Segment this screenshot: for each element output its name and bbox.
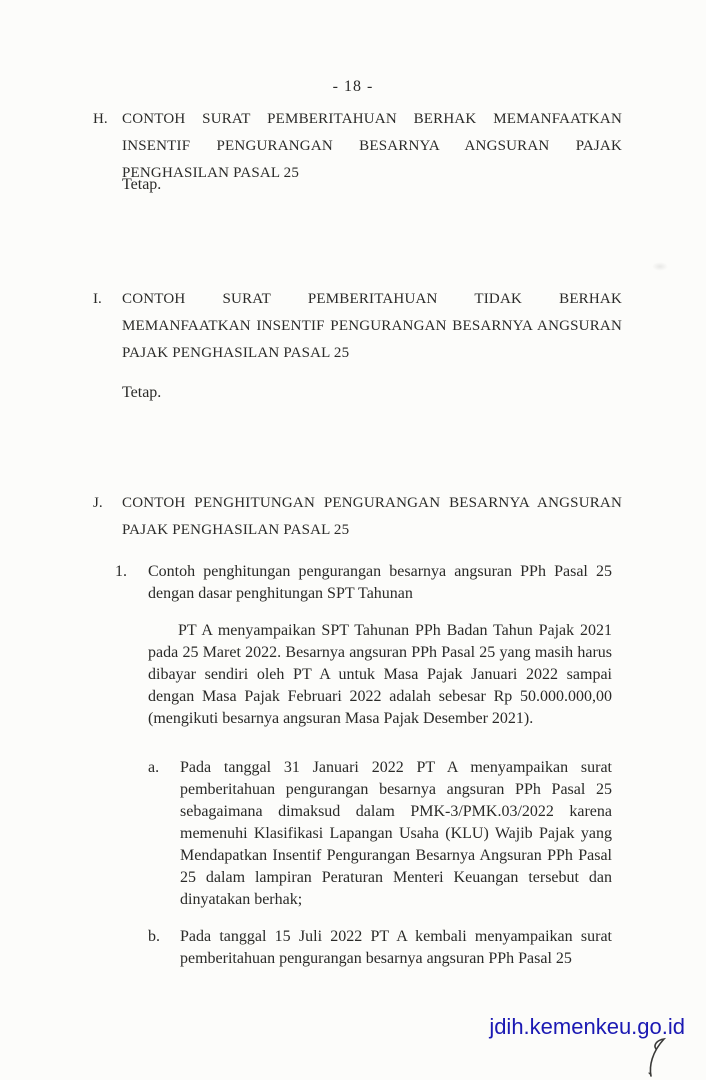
section-j-letter: J. — [93, 495, 103, 511]
section-i-title: CONTOH SURAT PEMBERITAHUAN TIDAK BERHAK MEMANFAATKAN INSENTIF PENGURANGAN BESARNYA ANGSURAN PAJAK PENGHASILAN PASAL 25 — [122, 291, 622, 361]
page-number: - 18 - — [332, 78, 374, 95]
section-i-letter: I. — [93, 291, 102, 307]
section-j-title: CONTOH PENGHITUNGAN PENGURANGAN BESARNYA ANGSURAN PAJAK PENGHASILAN PASAL 25 — [122, 495, 622, 538]
section-i — [93, 286, 622, 367]
section-j — [93, 490, 622, 544]
scan-smudge — [652, 262, 668, 271]
section-h-title: CONTOH SURAT PEMBERITAHUAN BERHAK MEMANFAATKAN INSENTIF PENGURANGAN BESARNYA ANGSURAN PAJAK PENGHASILAN PASAL 25 — [122, 111, 622, 181]
footer-link[interactable]: jdih.kemenkeu.go.id — [489, 1014, 685, 1039]
sub-item-a — [148, 757, 612, 911]
item-1-number: 1. — [115, 563, 127, 580]
sub-item-b-text: Pada tanggal 15 Juli 2022 PT A kembali menyampaikan surat pemberitahuan pengurangan besarnya angsuran PPh Pasal 25 — [180, 928, 612, 967]
sub-item-b — [148, 926, 612, 970]
item-1-text: Contoh penghitungan pengurangan besarnya angsuran PPh Pasal 25 dengan dasar penghitungan SPT Tahunan — [148, 563, 612, 602]
section-i-body: Tetap. — [122, 384, 162, 401]
item-1 — [115, 561, 612, 605]
section-h — [93, 106, 622, 187]
section-h-body: Tetap. — [122, 176, 162, 193]
item-1-paragraph: PT A menyampaikan SPT Tahunan PPh Badan Tahun Pajak 2021 pada 25 Maret 2022. Besarnya angsuran PPh Pasal 25 yang masih harus dibayar sendiri oleh PT A untuk Masa Pajak Januari 2022 sampai dengan Masa Pajak Februari 2022 adalah sebesar Rp 50.000.000,00 (mengikuti besarnya angsuran Masa Pajak Desember 2021). — [148, 622, 612, 727]
sub-item-a-letter: a. — [148, 759, 160, 776]
section-h-letter: H. — [93, 111, 108, 127]
sub-item-a-text: Pada tanggal 31 Januari 2022 PT A menyampaikan surat pemberitahuan pengurangan besarnya angsuran PPh Pasal 25 sebagaimana dimaksud dalam PMK-3/PMK.03/2022 karena memenuhi Klasifikasi Lapangan Usaha (KLU) Wajib Pajak yang Mendapatkan Insentif Pengurangan Besarnya Angsuran PPh Pasal 25 dalam lampiran Peraturan Menteri Keuangan tersebut dan dinyatakan berhak; — [180, 759, 612, 908]
sub-item-b-letter: b. — [148, 928, 160, 945]
handwritten-paraf-mark — [642, 1036, 672, 1078]
